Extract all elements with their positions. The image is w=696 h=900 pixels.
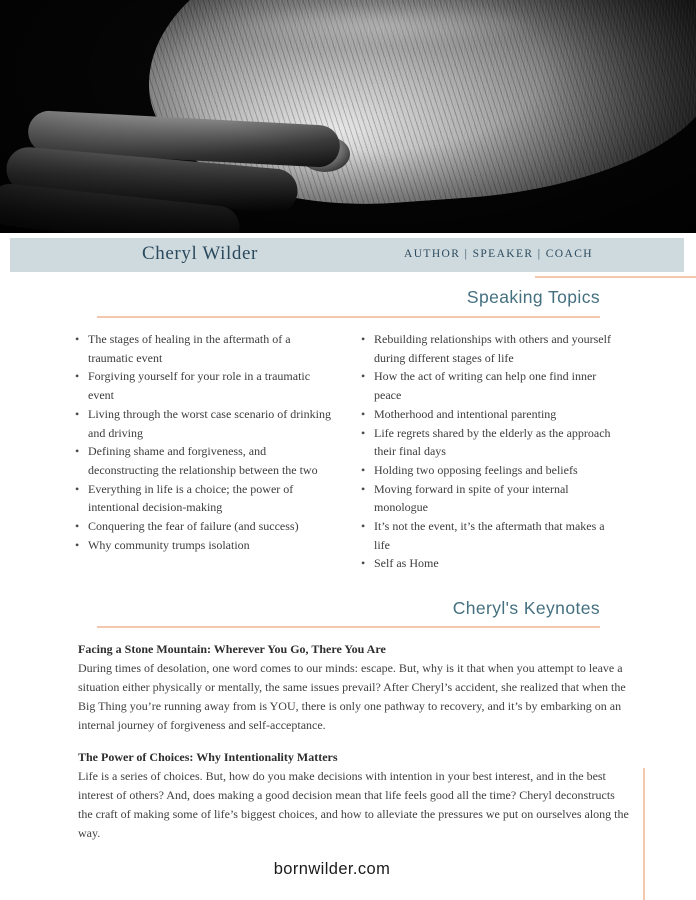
accent-line-right-vertical <box>643 768 645 900</box>
accent-line-top-right <box>535 276 696 278</box>
accent-line-speaking-underline <box>97 316 600 318</box>
keynote-title: Facing a Stone Mountain: Wherever You Go, There You Are <box>78 642 386 656</box>
speaking-topics-heading: Speaking Topics <box>466 287 600 307</box>
topic-item: • Forgiving yourself for your role in a traumatic event <box>88 367 334 404</box>
keynotes-heading: Cheryl's Keynotes <box>452 598 600 618</box>
topic-item: • Life regrets shared by the elderly as the approach their final days <box>374 424 612 461</box>
keynote-entry <box>78 748 632 843</box>
topic-item: • Living through the worst case scenario of drinking and driving <box>88 405 334 442</box>
website-url: bornwilder.com <box>273 860 391 878</box>
keynote-body: Life is a series of choices. But, how do you make decisions with intention in your best interest, and in the best interest of others? And, does making a good decision mean that life feels good all the time? Cheryl deconstructs the craft of making some of life’s biggest choices, and how to alleviate the pressures we put on ourselves along the way. <box>78 769 629 840</box>
photo-vignette <box>0 0 696 233</box>
topics-left-column <box>72 330 334 573</box>
topic-item: • Rebuilding relationships with others and yourself during different stages of life <box>374 330 612 367</box>
keynote-body: During times of desolation, one word comes to our minds: escape. But, why is it that when you attempt to leave a situation either physically or mentally, the same issues prevail? After Cheryl’s accident, she realized that when the Big Thing you’re running away from is YOU, there is only one pathway to recovery, and it’s by embarking on an internal journey of forgiveness and self-acceptance. <box>78 661 626 732</box>
topic-item: • The stages of healing in the aftermath of a traumatic event <box>88 330 334 367</box>
topic-item: • Everything in life is a choice; the power of intentional decision-making <box>88 480 334 517</box>
topic-item: • Motherhood and intentional parenting <box>374 405 612 424</box>
accent-line-keynotes-underline <box>97 626 600 628</box>
topic-item: • Why community trumps isolation <box>88 536 334 555</box>
topics-right-column <box>358 330 612 573</box>
author-roles: AUTHOR | SPEAKER | COACH <box>404 248 593 260</box>
topic-item: • Moving forward in spite of your internal monologue <box>374 480 612 517</box>
topic-item: • It’s not the event, it’s the aftermath that makes a life <box>374 517 612 554</box>
keynote-title: The Power of Choices: Why Intentionality Matters <box>78 750 338 764</box>
hero-photo <box>0 0 696 233</box>
topic-item: • Holding two opposing feelings and beliefs <box>374 461 612 480</box>
name-band <box>10 238 684 272</box>
topic-item: • Defining shame and forgiveness, and deconstructing the relationship between the two <box>88 442 334 479</box>
topic-item: • How the act of writing can help one find inner peace <box>374 367 612 404</box>
author-name: Cheryl Wilder <box>142 243 258 264</box>
speaking-topics-lists <box>72 330 612 573</box>
topic-item: • Self as Home <box>374 554 612 573</box>
keynote-entry <box>78 640 632 735</box>
topic-item: • Conquering the fear of failure (and success) <box>88 517 334 536</box>
